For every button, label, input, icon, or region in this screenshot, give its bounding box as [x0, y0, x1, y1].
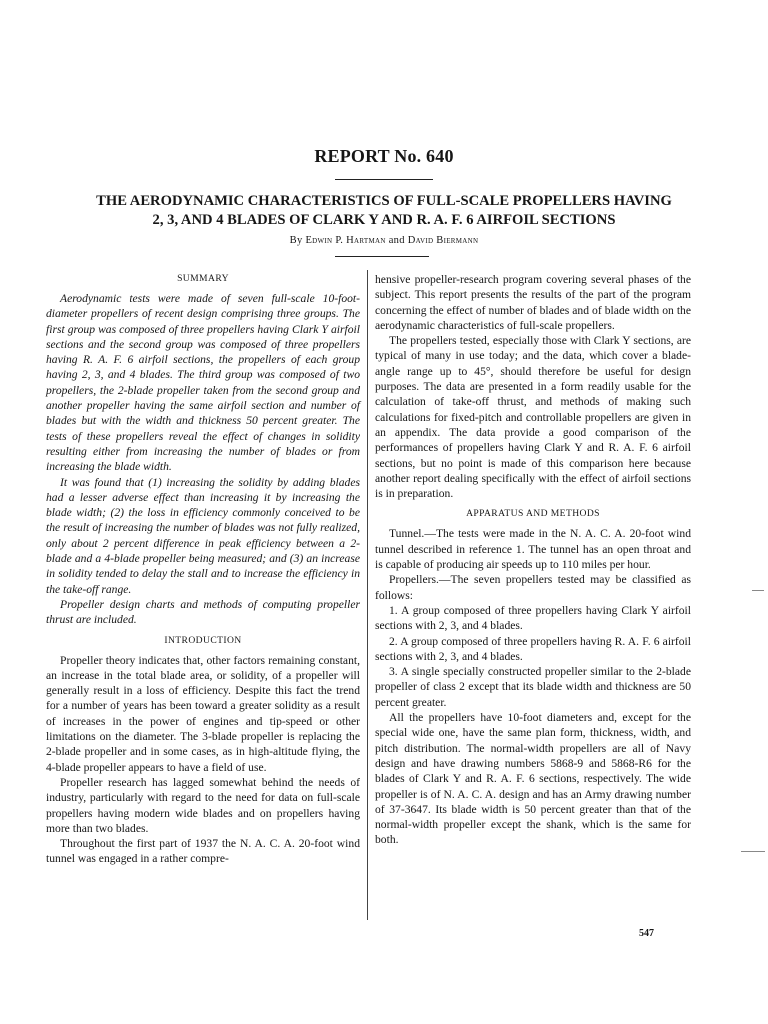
- title-divider-top: [335, 179, 433, 180]
- intro-continued-paragraph: The propellers tested, especially those with Clark Y sections, are typical of many in use today; and the data, which cover a blade-angle range up to 45°, should therefore be useful for design purposes. The data are presented in a form readily usable for the calculation of take-off thrust, and methods of making such calculations for fixed-pitch and controllable propellers are given in an appendix. The data provide a good comparison of the performances of propellers having Clark Y and R. A. F. 6 airfoil sections, but no point is made of this comparison here because another report dealing specifically with the effect of airfoil sections is in preparation.: [375, 334, 691, 501]
- report-number: REPORT No. 640: [314, 146, 454, 166]
- intro-continued-paragraph: hensive propeller-research program covering several phases of the subject. This report presents the results of the part of the program concerning the effect of number of blades and of blade width on the aerodynamic characteristics of full-scale propellers.: [375, 273, 691, 332]
- summary-paragraph: Propeller design charts and methods of computing propeller thrust are included.: [46, 597, 360, 627]
- summary-section: [46, 291, 360, 628]
- paper-title: [40, 192, 728, 230]
- summary-paragraph: Aerodynamic tests were made of seven full-scale 10-foot-diameter propellers of recent design comprising three groups. The first group was composed of three propellers having Clark Y airfoil sections and the second group was composed of three propellers having R. A. F. 6 airfoil sections, the propellers of each group having 2, 3, and 4 blades. The third group was composed of two propellers, the 2-blade propeller taken from the second group and another propeller having the same airfoil section and number of blades but with the width and thickness 50 percent greater. The tests of these propellers reveal the effect of changes in solidity resulting either from increasing the number of blades or from increasing the blade width.: [46, 292, 360, 474]
- title-line-1: THE AERODYNAMIC CHARACTERISTICS OF FULL-SCALE PROPELLERS HAVING: [96, 193, 672, 209]
- byline-divider: [335, 256, 429, 257]
- title-line-2: 2, 3, AND 4 BLADES OF CLARK Y AND R. A. F. 6 AIRFOIL SECTIONS: [152, 212, 616, 228]
- list-item: 2. A group composed of three propellers having R. A. F. 6 airfoil sections with 2, 3, and 4 blades.: [375, 634, 691, 663]
- intro-paragraph: Propeller theory indicates that, other factors remaining constant, an increase in the total blade area, or solidity, of a propeller will generally result in a loss of efficiency. Despite this fact the trend for a number of years has been toward a greater solidity as a result of increases in the power of engines and tip-speed or other limitations on the diameter. The 3-blade propeller is replacing the 2-blade propeller and in some cases, as in high-altitude flying, the 4-blade propeller appears to have a field of use.: [46, 653, 360, 774]
- byline: [0, 235, 768, 246]
- author-1: Edwin P. Hartman: [305, 235, 386, 246]
- summary-heading: SUMMARY: [177, 273, 229, 284]
- propellers-text: —The seven propellers tested may be classified as follows:: [375, 573, 691, 602]
- introduction-heading: INTRODUCTION: [164, 634, 242, 646]
- intro-paragraph: Throughout the first part of 1937 the N. A. C. A. 20-foot wind tunnel was engaged in a rather compre-: [46, 837, 360, 866]
- scan-mark: [741, 851, 765, 852]
- closing-paragraph: All the propellers have 10-foot diameters and, except for the special wide one, have the same plan form, thickness, width, and pitch distribution. The normal-width propellers are all of Navy design and have drawing numbers 5868-9 and 5868-R6 for the blades of Clark Y and R. A. F. 6 sections, respectively. The wide propeller is of N. A. C. A. design and has an Army drawing number of 37-3647. Its blade width is 50 percent greater than that of the normal-width propeller except the shank, which is the same for both.: [375, 711, 691, 847]
- author-2: David Biermann: [407, 235, 479, 246]
- propellers-paragraph: [375, 572, 691, 603]
- byline-prefix: By: [289, 235, 303, 246]
- tunnel-paragraph: [375, 526, 691, 572]
- byline-and: and: [388, 235, 405, 246]
- column-divider: [367, 270, 368, 920]
- tunnel-run-in: Tunnel.: [389, 527, 425, 541]
- left-column: [46, 272, 360, 867]
- introduction-section: [46, 653, 360, 867]
- intro-paragraph: Propeller research has lagged somewhat behind the needs of industry, particularly with regard to the need for data on full-scale propellers having modern wide blades and on propellers having more than two blades.: [46, 775, 360, 835]
- scan-mark: [752, 590, 764, 591]
- page-number: 547: [639, 928, 654, 939]
- summary-paragraph: It was found that (1) increasing the solidity by adding blades had a lesser adverse effect than increasing it by increasing the blade width; (2) the loss in efficiency commonly conceived to be the result of increasing the number of blades was not fully realized, only about 2 percent difference in peak efficiency between a 2-blade and a 4-blade propeller being measured; and (3) an increase in solidity tended to delay the stall and to increase the efficiency in the take-off range.: [46, 475, 360, 596]
- list-item: 3. A single specially constructed propeller similar to the 2-blade propeller of class 2 except that its blade width and thickness are 50 percent greater.: [375, 665, 691, 709]
- tunnel-text: —The tests were made in the N. A. C. A. 20-foot wind tunnel described in reference 1. The tunnel has an open throat and is capable of producing air speeds up to 110 miles per hour.: [375, 527, 691, 572]
- propellers-run-in: Propellers.: [389, 573, 439, 587]
- apparatus-heading: APPARATUS AND METHODS: [466, 508, 600, 520]
- right-column: [375, 272, 691, 848]
- list-item: 1. A group composed of three propellers having Clark Y airfoil sections with 2, 3, and 4 blades.: [375, 603, 691, 633]
